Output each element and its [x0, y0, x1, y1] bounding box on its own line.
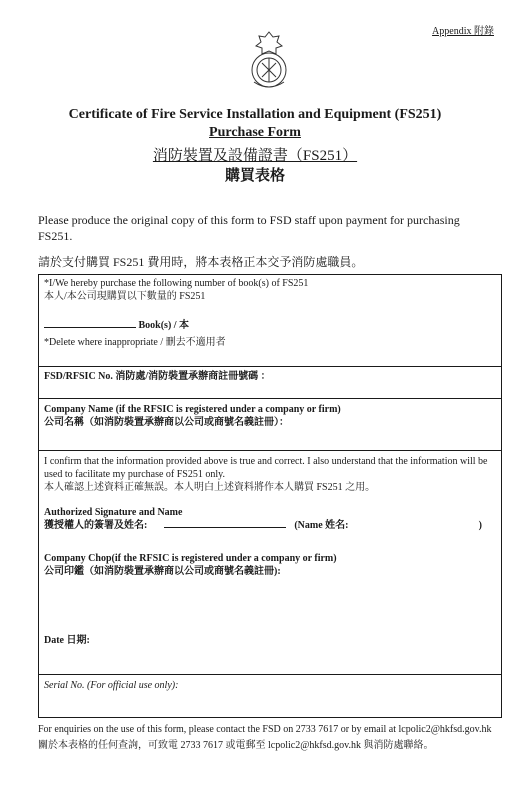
purchase-form — [38, 274, 502, 718]
enquiries-chinese: 關於本表格的任何查詢，可致電 2733 7617 或電郵至 lcpolic2@hkfsd.gov.hk 與消防處聯絡。 — [38, 740, 434, 751]
title-block — [0, 106, 510, 186]
intro-chinese: 請於支付購買 FS251 費用時，將本表格正本交予消防處職員。 — [38, 255, 364, 269]
purchase-statement-en: *I/We hereby purchase the following number of book(s) of FS251 — [44, 278, 309, 289]
book-quantity-field[interactable] — [44, 327, 136, 328]
title-english-sub: Purchase Form — [209, 125, 301, 140]
company-chop-label-en: Company Chop(if the RFSIC is registered under a company or firm) — [44, 553, 337, 564]
title-chinese-sub: 購買表格 — [224, 168, 285, 184]
registration-number-label: FSD/RFSIC No. 消防處/消防裝置承辦商註冊號碼 ： — [44, 371, 271, 382]
confirm-statement-zh: 本人確認上述資料正確無誤。本人明白上述資料將作本人購買 FS251 之用。 — [44, 482, 376, 493]
signature-label-en: Authorized Signature and Name — [44, 507, 183, 518]
title-english: Certificate of Fire Service Installation and Equipment (FS251) — [68, 107, 442, 122]
purchase-quantity-section — [39, 275, 501, 367]
signature-field[interactable] — [164, 527, 286, 528]
serial-number-section — [39, 675, 501, 719]
name-label: (Name 姓名: — [294, 520, 349, 531]
appendix-label: Appendix 附錄 — [432, 26, 494, 37]
company-name-section[interactable] — [39, 399, 501, 451]
intro-english: Please produce the original copy of this form to FSD staff upon payment for purchasing FS251. — [38, 213, 460, 243]
company-chop-area[interactable] — [44, 578, 496, 634]
enquiries-english: For enquiries on the use of this form, please contact the FSD on 2733 7617 or by email at lcpolic2@hkfsd.gov.hk — [38, 724, 492, 735]
purchase-statement-zh: 本人/本公司現購買以下數量的 FS251 — [44, 291, 206, 302]
name-close-paren: ) — [478, 520, 482, 531]
company-name-label-en: Company Name (if the RFSIC is registered under a company or firm) — [44, 404, 341, 415]
registration-number-section[interactable] — [39, 367, 501, 399]
books-label: Book(s) / 本 — [138, 320, 190, 331]
company-name-label-zh: 公司名稱（如消防裝置承辦商以公司或商號名義註冊）： — [44, 417, 289, 428]
fire-services-emblem-icon — [244, 30, 294, 94]
confirm-statement-en: I confirm that the information provided above is true and correct. I also understand that the information will be used to facilitate my purchase of FS251 only. — [44, 456, 488, 480]
serial-number-label: Serial No. (For official use only): — [44, 680, 179, 691]
title-chinese: 消防裝置及設備證書（FS251） — [152, 148, 358, 164]
enquiries — [38, 722, 504, 754]
company-chop-label-zh: 公司印鑑（如消防裝置承辦商以公司或商號名義註冊): — [44, 566, 281, 577]
date-label: Date 日期: — [44, 635, 90, 646]
declaration-section — [39, 451, 501, 675]
delete-note: *Delete where inappropriate / 刪去不適用者 — [44, 337, 226, 348]
signature-label-zh: 獲授權人的簽署及姓名: — [44, 520, 148, 531]
